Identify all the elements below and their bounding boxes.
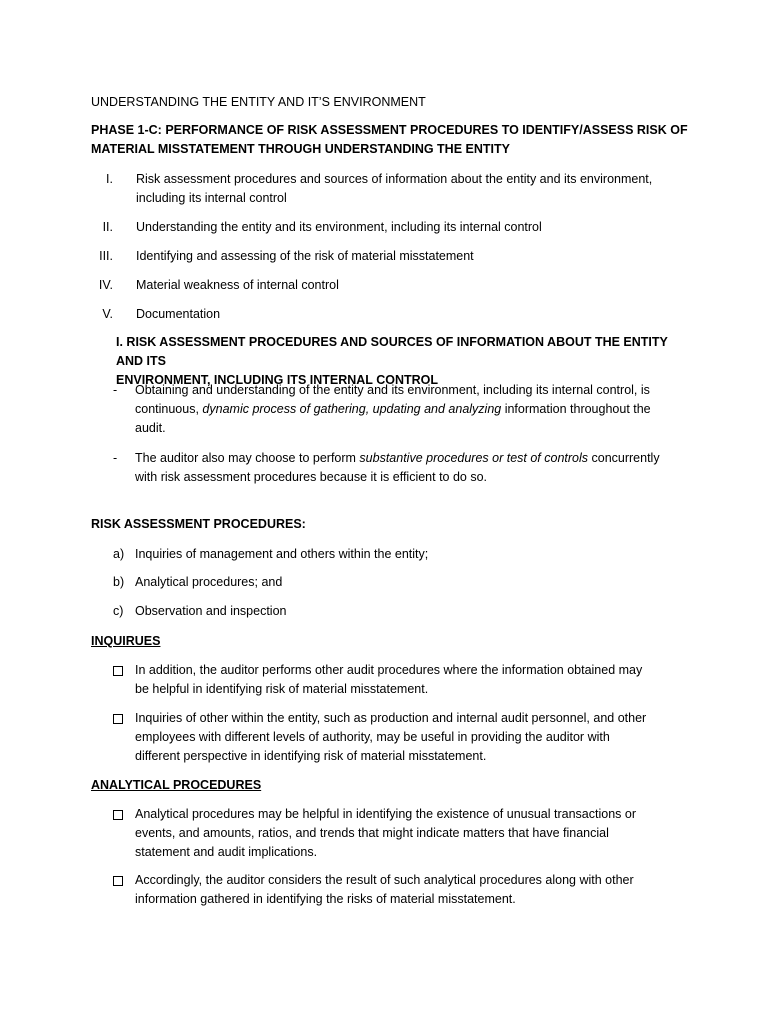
checkbox-bullet-icon [113,666,123,676]
analytical-procedures-heading: ANALYTICAL PROCEDURES [91,778,262,792]
outline-number: II. [102,220,113,234]
paragraph-line [135,449,680,468]
text-run: concurrently [588,451,660,465]
phase-heading-line: MATERIAL MISSTATEMENT THROUGH UNDERSTANDING THE ENTITY [91,142,510,156]
paragraph-line: Accordingly, the auditor considers the result of such analytical procedures along with other [135,873,634,887]
paragraph-line [135,400,680,419]
paragraph-line: statement and audit implications. [135,845,318,859]
inquiries-heading: INQUIRUES [91,634,161,648]
section-heading-line: ENVIRONMENT, INCLUDING ITS INTERNAL CONTROL [116,373,438,387]
phase-heading-line: PHASE 1-C: PERFORMANCE OF RISK ASSESSMENT PROCEDURES TO IDENTIFY/ASSESS RISK OF [91,123,688,137]
emphasis-text: substantive procedures or test of controls [359,451,589,465]
text-run: information throughout the [501,402,651,416]
alpha-text: Observation and inspection [135,604,287,618]
outline-number: I. [106,172,113,186]
outline-text: Documentation [136,307,221,321]
checkbox-bullet-icon [113,810,123,820]
document-title: UNDERSTANDING THE ENTITY AND IT’S ENVIRONMENT [91,95,426,109]
paragraph-line: events, and amounts, ratios, and trends that might indicate matters that have financial [135,826,609,840]
outline-number: III. [99,249,113,263]
alpha-text: Inquiries of management and others within the entity; [135,547,429,561]
outline-text: Identifying and assessing of the risk of material misstatement [136,249,474,263]
paragraph-line: with risk assessment procedures because it is efficient to do so. [135,470,488,484]
section-heading-line: I. RISK ASSESSMENT PROCEDURES AND SOURCES OF INFORMATION ABOUT THE ENTITY AND ITS [116,335,668,368]
emphasis-text: dynamic process of gathering, updating and analyzing [202,402,502,416]
alpha-marker: b) [113,575,125,589]
alpha-marker: c) [113,604,124,618]
paragraph-line: Obtaining and understanding of the entity and its environment, including its internal control, is [135,383,650,397]
text-run: The auditor also may choose to perform [135,451,360,465]
outline-text: Understanding the entity and its environment, including its internal control [136,220,542,234]
paragraph-line: Inquiries of other within the entity, such as production and internal audit personnel, and other [135,711,647,725]
alpha-marker: a) [113,547,125,561]
outline-text: Material weakness of internal control [136,278,339,292]
paragraph-line: different perspective in identifying risk of material misstatement. [135,749,487,763]
checkbox-bullet-icon [113,876,123,886]
phase-heading [91,121,691,159]
risk-assessment-heading: RISK ASSESSMENT PROCEDURES: [91,517,306,531]
dash-marker: - [113,451,118,465]
paragraph-line: information gathered in identifying the risks of material misstatement. [135,892,516,906]
outline-text: Risk assessment procedures and sources of information about the entity and its environment, [136,172,653,186]
paragraph-line: In addition, the auditor performs other audit procedures where the information obtained may [135,663,643,677]
outline-text: including its internal control [136,191,287,205]
outline-number: IV. [98,278,113,292]
dash-marker: - [113,383,118,397]
paragraph-line: Analytical procedures may be helpful in identifying the existence of unusual transactions or [135,807,636,821]
paragraph-line: audit. [135,421,166,435]
alpha-text: Analytical procedures; and [135,575,283,589]
checkbox-bullet-icon [113,714,123,724]
outline-number: V. [102,307,113,321]
paragraph-line: be helpful in identifying risk of material misstatement. [135,682,429,696]
paragraph-line: employees with different levels of authority, may be useful in providing the auditor with [135,730,610,744]
text-run: continuous, [135,402,203,416]
